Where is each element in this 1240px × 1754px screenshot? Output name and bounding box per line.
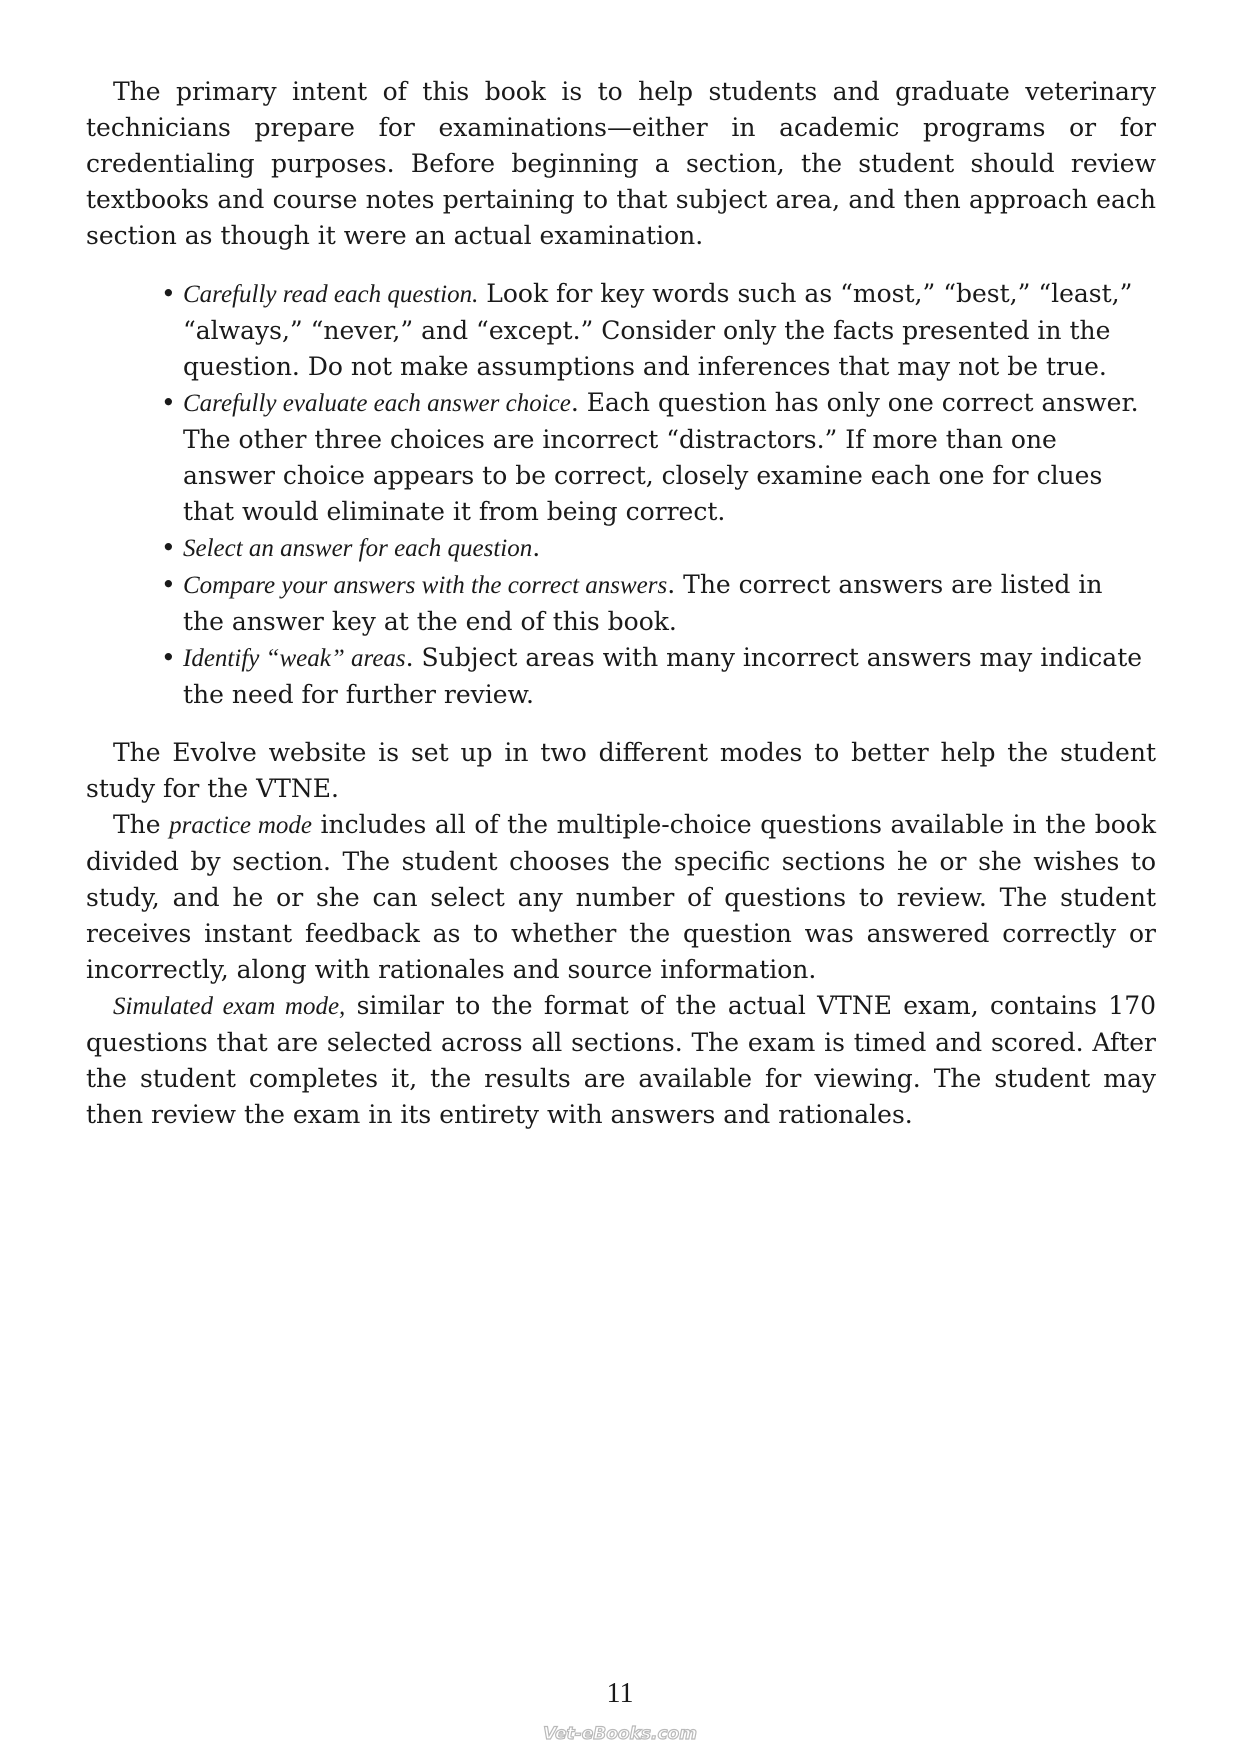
list-item — [161, 640, 1151, 713]
bullet-icon: • — [161, 643, 176, 672]
practice-pre: The — [113, 810, 170, 839]
study-tips-list — [161, 276, 1151, 713]
tip-text: . Each question has only one correct answer. The other three choices are incorrect “distractors.” If more than one answer choice appears to be correct, closely examine each one for clues that would eliminate it from being correct. — [183, 388, 1139, 526]
simulated-mode-term: Simulated exam mode, — [113, 993, 346, 1020]
tip-lead: Select an answer for each question — [183, 535, 533, 562]
watermark-text: Vet-eBooks.com — [543, 1724, 697, 1744]
list-item — [161, 530, 1151, 567]
practice-mode-paragraph — [86, 807, 1156, 988]
tip-text: . The correct answers are listed in the answer key at the end of this book. — [183, 570, 1103, 636]
tip-text: . Subject areas with many incorrect answers may indicate the need for further review. — [183, 643, 1143, 709]
list-item — [161, 567, 1151, 640]
practice-mode-term: practice mode — [169, 812, 313, 839]
bullet-icon: • — [161, 388, 176, 417]
tip-text: Look for key words such as “most,” “best,” “least,” “always,” “never,” and “except.” Consider only the facts presented in the question. Do not make assumptions and inferences that may not be true. — [183, 279, 1133, 381]
evolve-paragraph: The Evolve website is set up in two different modes to better help the student study for the VTNE. — [86, 738, 1156, 803]
simulated-post: similar to the format of the actual VTNE exam, contains 170 questions that are selected across all sections. The exam is timed and scored. After the student completes it, the results are available for viewing. The student may then review the exam in its entirety with answers and rationales. — [86, 991, 1157, 1129]
bullet-icon: • — [161, 279, 176, 308]
tip-text: . — [532, 533, 541, 562]
tip-lead: Carefully read each question. — [183, 281, 479, 308]
bullet-icon: • — [161, 570, 176, 599]
list-item — [161, 276, 1151, 385]
watermark-logo-icon — [540, 1720, 700, 1746]
list-item — [161, 385, 1151, 530]
bullet-icon: • — [161, 533, 176, 562]
simulated-mode-paragraph — [86, 988, 1156, 1133]
tip-lead: Carefully evaluate each answer choice — [183, 390, 571, 417]
page-body — [86, 74, 1156, 1133]
intro-paragraph: The primary intent of this book is to help students and graduate veterinary technicians prepare for examinations—either in academic programs or for credentialing purposes. Before beginning a section, the student should review textbooks and course notes pertaining to that subject area, and then approach each section as though it were an actual examination. — [86, 77, 1156, 250]
tip-lead: Identify “weak” areas — [183, 645, 406, 672]
practice-post: includes all of the multiple-choice questions available in the book divided by section. The student chooses the specific sections he or she wishes to study, and he or she can select any number of questions to review. The student receives instant feedback as to whether the question was answered correctly or incorrectly, along with rationales and source information. — [86, 810, 1156, 984]
tip-lead: Compare your answers with the correct answers — [183, 572, 668, 599]
page-number: 11 — [606, 1678, 634, 1709]
watermark-logo — [0, 1720, 1240, 1750]
